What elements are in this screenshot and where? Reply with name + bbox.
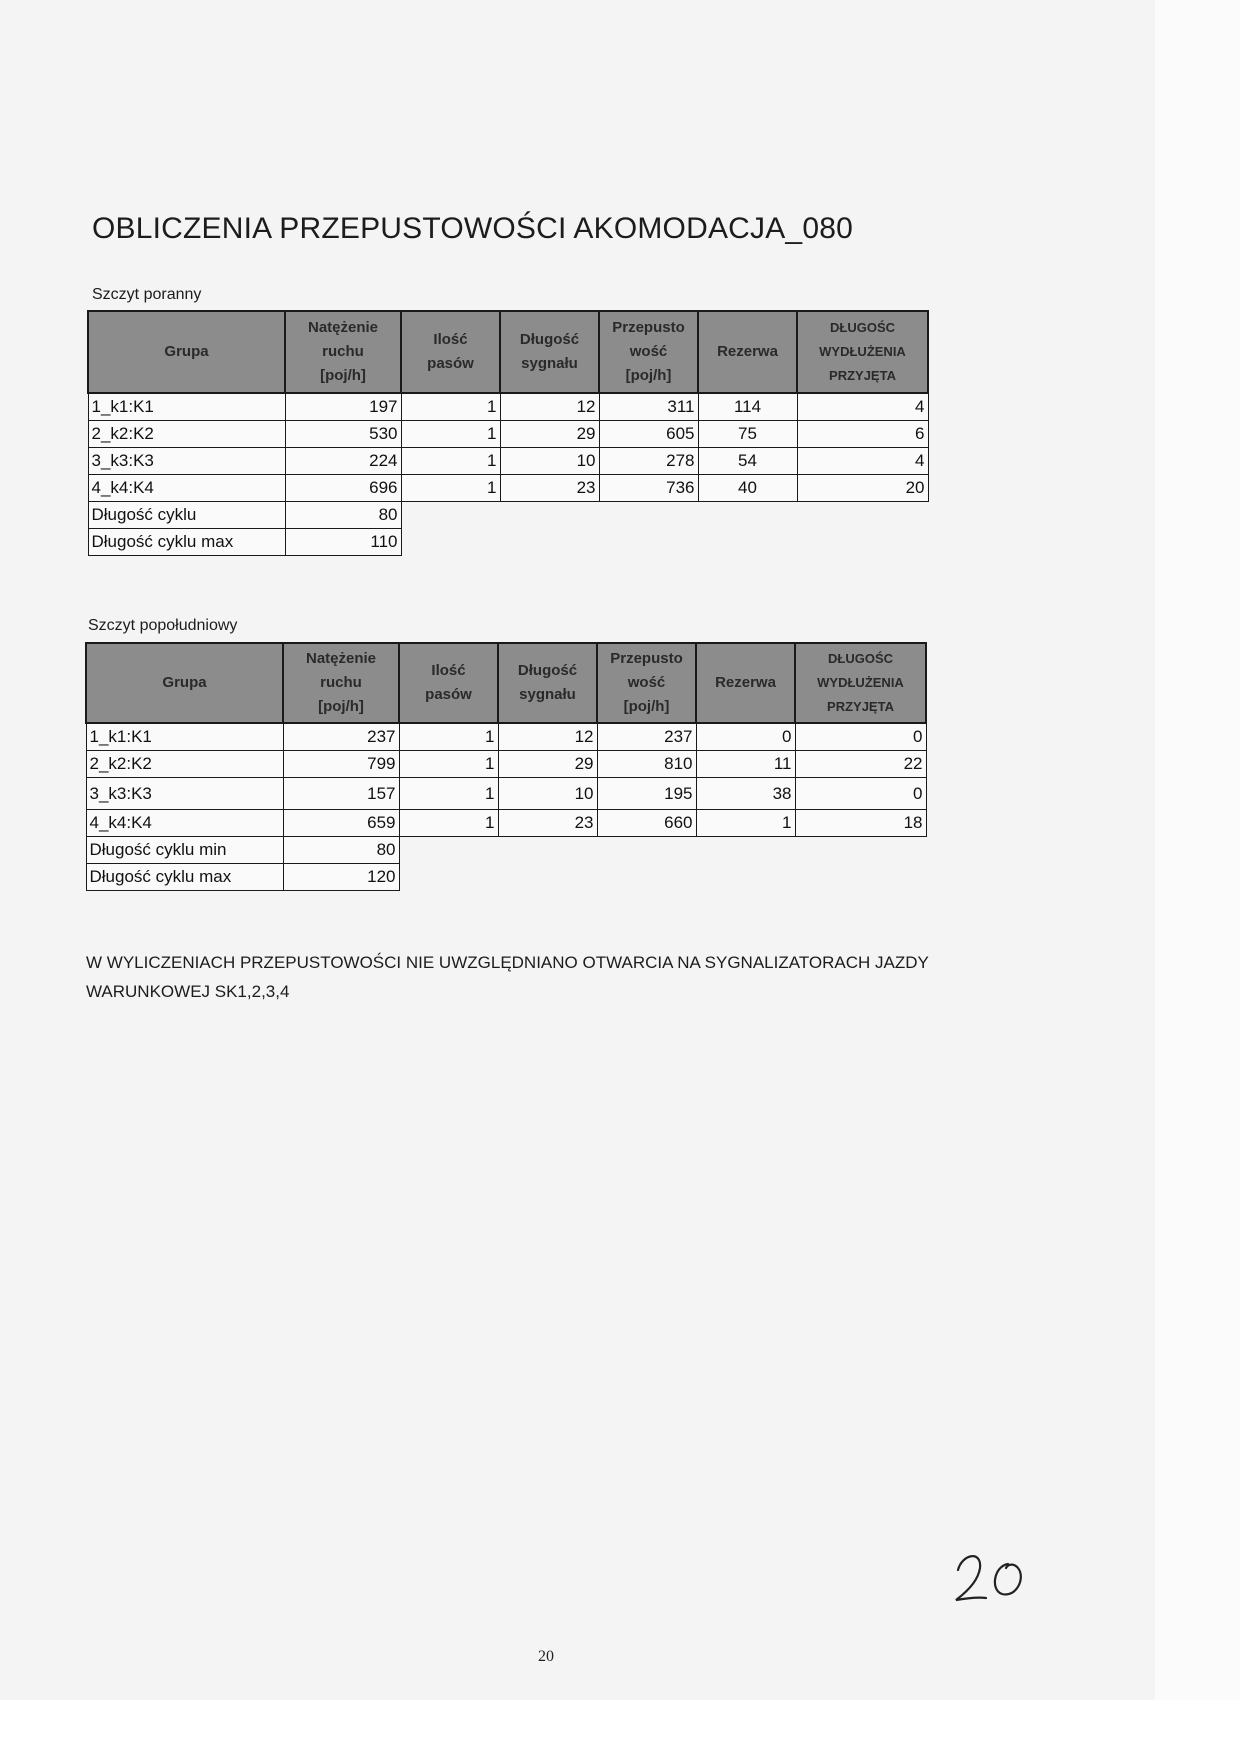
cell-wydluzenie: 20: [797, 475, 928, 502]
cell-natezenie: 696: [285, 475, 401, 502]
cell-przepustowosc: 605: [599, 421, 698, 448]
cell-natezenie: 799: [283, 751, 399, 778]
cell-natezenie: 157: [283, 778, 399, 810]
cycle-row: [88, 502, 928, 529]
header-dlugosc-sygnalu: Długość sygnału: [498, 643, 597, 723]
cell-dlugosc: 12: [500, 393, 599, 421]
cell-przepustowosc: 660: [597, 810, 696, 837]
table-row: [86, 778, 926, 810]
cell-rezerwa: 114: [698, 393, 797, 421]
scan-bottom-margin: [0, 1700, 1240, 1752]
table-row: [88, 475, 928, 502]
cell-natezenie: 237: [283, 723, 399, 751]
cell-dlugosc: 23: [498, 810, 597, 837]
cycle-row: [86, 864, 926, 891]
cell-grupa: 1_k1:K1: [88, 393, 285, 421]
cell-wydluzenie: 0: [795, 778, 926, 810]
header-rezerwa: Rezerwa: [696, 643, 795, 723]
header-rezerwa: Rezerwa: [698, 311, 797, 393]
cell-dlugosc: 12: [498, 723, 597, 751]
cell-wydluzenie: 0: [795, 723, 926, 751]
cell-ilosc: 1: [401, 421, 500, 448]
cell-rezerwa: 38: [696, 778, 795, 810]
cell-grupa: 2_k2:K2: [88, 421, 285, 448]
header-ilosc-pasow: Ilość pasów: [401, 311, 500, 393]
cell-cycle-label: Długość cyklu: [88, 502, 285, 529]
calculation-note: W WYLICZENIACH PRZEPUSTOWOŚCI NIE UWZGLĘDNIANO OTWARCIA NA SYGNALIZATORACH JAZDY WARUNKOWEJ SK1,2,3,4: [86, 953, 929, 1001]
afternoon-caption: Szczyt popołudniowy: [88, 617, 238, 634]
cell-grupa: 4_k4:K4: [86, 810, 283, 837]
cell-przepustowosc: 736: [599, 475, 698, 502]
cell-ilosc: 1: [401, 448, 500, 475]
cell-cycle-value: 120: [283, 864, 399, 891]
empty-cell: [399, 837, 926, 864]
header-natezenie: Natężenie ruchu [poj/h]: [283, 643, 399, 723]
table-row: [86, 810, 926, 837]
afternoon-header-row: [86, 643, 926, 723]
document-title: OBLICZENIA PRZEPUSTOWOŚCI AKOMODACJA_080: [92, 212, 853, 245]
cell-grupa: 4_k4:K4: [88, 475, 285, 502]
afternoon-capacity-table: [85, 642, 927, 891]
scan-margin: [1155, 0, 1240, 1700]
cell-wydluzenie: 22: [795, 751, 926, 778]
cell-przepustowosc: 810: [597, 751, 696, 778]
header-ilosc-pasow: Ilość pasów: [399, 643, 498, 723]
cell-cycle-label: Długość cyklu min: [86, 837, 283, 864]
table-row: [88, 448, 928, 475]
cell-grupa: 2_k2:K2: [86, 751, 283, 778]
cell-wydluzenie: 4: [797, 393, 928, 421]
cell-przepustowosc: 237: [597, 723, 696, 751]
cell-wydluzenie: 6: [797, 421, 928, 448]
cell-dlugosc: 10: [500, 448, 599, 475]
table-row: [88, 421, 928, 448]
cell-cycle-label: Długość cyklu max: [86, 864, 283, 891]
cell-rezerwa: 11: [696, 751, 795, 778]
cell-dlugosc: 29: [500, 421, 599, 448]
cell-przepustowosc: 195: [597, 778, 696, 810]
header-dlugosc-sygnalu: Długość sygnału: [500, 311, 599, 393]
cell-grupa: 3_k3:K3: [86, 778, 283, 810]
cell-ilosc: 1: [401, 475, 500, 502]
page-number: 20: [538, 1648, 554, 1665]
cell-dlugosc: 10: [498, 778, 597, 810]
empty-cell: [401, 529, 928, 556]
cell-ilosc: 1: [399, 751, 498, 778]
cell-grupa: 3_k3:K3: [88, 448, 285, 475]
cell-rezerwa: 0: [696, 723, 795, 751]
header-grupa: Grupa: [86, 643, 283, 723]
header-przepustowosc: Przepusto wość [poj/h]: [597, 643, 696, 723]
cell-rezerwa: 1: [696, 810, 795, 837]
table-row: [86, 751, 926, 778]
cell-ilosc: 1: [401, 393, 500, 421]
header-dlugosc-wydluzenia: DŁUGOŚC WYDŁUŻENIA PRZYJĘTA: [795, 643, 926, 723]
cell-grupa: 1_k1:K1: [86, 723, 283, 751]
cell-przepustowosc: 278: [599, 448, 698, 475]
cell-natezenie: 224: [285, 448, 401, 475]
cell-cycle-value: 110: [285, 529, 401, 556]
cell-rezerwa: 54: [698, 448, 797, 475]
cell-natezenie: 659: [283, 810, 399, 837]
cell-cycle-value: 80: [283, 837, 399, 864]
cell-dlugosc: 29: [498, 751, 597, 778]
empty-cell: [401, 502, 928, 529]
header-grupa: Grupa: [88, 311, 285, 393]
cell-rezerwa: 40: [698, 475, 797, 502]
handwritten-page-number-mark: [950, 1542, 1030, 1612]
cycle-row: [88, 529, 928, 556]
cell-ilosc: 1: [399, 778, 498, 810]
morning-caption: Szczyt poranny: [92, 286, 202, 303]
morning-header-row: [88, 311, 928, 393]
cell-natezenie: 530: [285, 421, 401, 448]
header-przepustowosc: Przepusto wość [poj/h]: [599, 311, 698, 393]
cell-rezerwa: 75: [698, 421, 797, 448]
cell-wydluzenie: 4: [797, 448, 928, 475]
cell-wydluzenie: 18: [795, 810, 926, 837]
morning-capacity-table: [87, 310, 929, 556]
table-row: [86, 723, 926, 751]
header-natezenie: Natężenie ruchu [poj/h]: [285, 311, 401, 393]
cell-natezenie: 197: [285, 393, 401, 421]
cycle-row: [86, 837, 926, 864]
cell-dlugosc: 23: [500, 475, 599, 502]
cell-ilosc: 1: [399, 723, 498, 751]
header-dlugosc-wydluzenia: DŁUGOŚC WYDŁUŻENIA PRZYJĘTA: [797, 311, 928, 393]
cell-ilosc: 1: [399, 810, 498, 837]
cell-cycle-value: 80: [285, 502, 401, 529]
cell-cycle-label: Długość cyklu max: [88, 529, 285, 556]
empty-cell: [399, 864, 926, 891]
cell-przepustowosc: 311: [599, 393, 698, 421]
table-row: [88, 393, 928, 421]
